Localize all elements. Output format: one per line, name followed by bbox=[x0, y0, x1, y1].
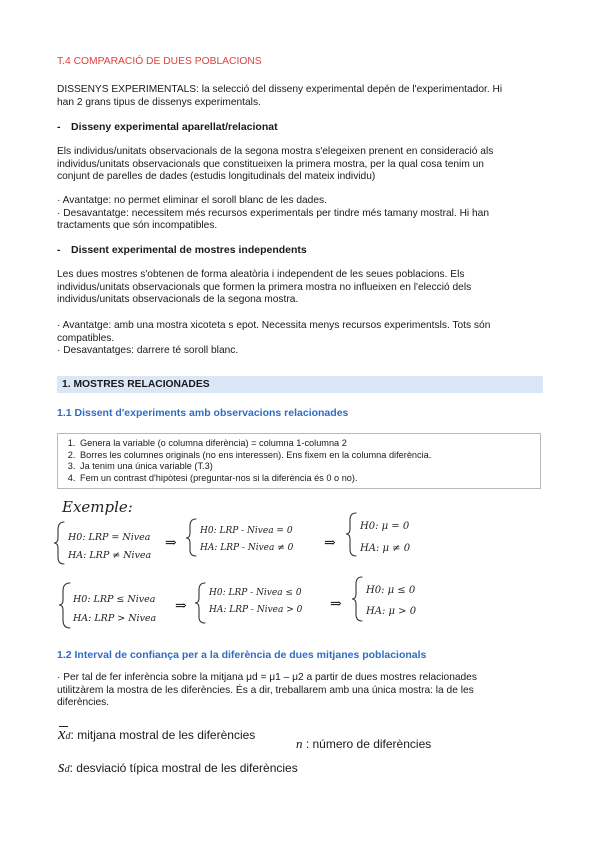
subsection-1-2-heading: 1.2 Interval de confiança per a la diferència de dues mitjanes poblacionals bbox=[57, 649, 427, 661]
hypothesis-text: HA: μ > 0 bbox=[366, 606, 417, 617]
text-line: diferències. bbox=[57, 697, 110, 708]
def-number-differences bbox=[296, 737, 431, 751]
implies-arrow: ⇒ bbox=[175, 598, 187, 614]
text-line: · Desavantatges: darrere té soroll blanc. bbox=[57, 345, 239, 356]
hypothesis-text: HA: LRP - Nivea ≠ 0 bbox=[200, 543, 294, 553]
xd-symbol: x bbox=[58, 724, 66, 743]
def-mean-differences bbox=[58, 724, 256, 744]
brace-icon bbox=[186, 519, 196, 556]
n-description: : número de diferències bbox=[302, 737, 432, 751]
text-line: individus/unitats observacionals que constitueixen la primera mostra, per la qual cosa tenim un bbox=[57, 158, 484, 170]
text-line: · Desavantatge: necessitem més recursos experimentals per tindre més tamany mostral. Hi han bbox=[57, 207, 490, 219]
hypothesis-text: HA: LRP - Nivea > 0 bbox=[209, 605, 303, 615]
text-line: · Avantatge: amb una mostra xicoteta s epot. Necessita menys recursos experimentsls. Tots són bbox=[57, 320, 491, 331]
text-line: Les dues mostres s'obtenen de forma aleatòria i independent de les seues poblacions. Els bbox=[57, 269, 465, 280]
section-heading: 1. MOSTRES RELACIONADES bbox=[62, 379, 210, 390]
sd-subscript: d bbox=[64, 764, 70, 775]
example-label: Exemple: bbox=[62, 498, 133, 516]
hypothesis-text: HA: LRP ≠ Nivea bbox=[68, 550, 152, 561]
hypothesis-text: H0: μ = 0 bbox=[360, 521, 410, 532]
text-line: · Avantatge: no permet eliminar el soroll blanc de les dades. bbox=[57, 195, 327, 206]
list-item: 2. Borres les columnes originals (no ens interessen). Ens fixem en la columna diferència. bbox=[78, 450, 540, 462]
document-title: T.4 COMPARACIÓ DE DUES POBLACIONS bbox=[57, 56, 262, 67]
xd-subscript: d bbox=[65, 731, 71, 742]
intro-line: DISSENYS EXPERIMENTALS: la selecció del disseny experimental depén de l'experimentador. Hi bbox=[57, 84, 503, 95]
hypothesis-text: H0: LRP ≤ Nivea bbox=[73, 594, 156, 605]
inference-paragraph bbox=[57, 672, 547, 710]
text-line: Els individus/unitats observacionals de la segona mostra s'elegeixen prenent en consideració als bbox=[57, 146, 494, 157]
n-symbol: n bbox=[296, 736, 303, 751]
text-line: individus/unitats observacionals que formen la primera mostra no influeixen en l'elecció dels bbox=[57, 281, 472, 293]
text-line: compatibles. bbox=[57, 332, 115, 344]
sd-symbol: s bbox=[58, 757, 65, 776]
implies-arrow: ⇒ bbox=[165, 535, 177, 551]
hypothesis-text: H0: μ ≤ 0 bbox=[366, 585, 416, 596]
brace-icon bbox=[346, 513, 356, 556]
bullet-dash: - bbox=[57, 244, 61, 256]
design2-heading-text: Dissent experimental de mostres independents bbox=[71, 244, 307, 256]
text-line: conjunt de parelles de dades (estudis longitudinals del mateix individu) bbox=[57, 171, 376, 182]
text-line: · Per tal de fer inferència sobre la mitjana μd = μ1 – μ2 a partir de dues mostres relacionades bbox=[57, 672, 477, 683]
bullet-dash: - bbox=[57, 121, 61, 133]
list-item: 1. Genera la variable (o columna diferència) = columna 1-columna 2 bbox=[78, 438, 540, 450]
hypothesis-text: H0: LRP = Nivea bbox=[68, 532, 151, 543]
brace-icon bbox=[352, 577, 362, 621]
xd-description: : mitjana mostral de les diferències bbox=[70, 728, 256, 742]
sd-description: : desviació típica mostral de les diferències bbox=[69, 761, 298, 775]
implies-arrow: ⇒ bbox=[330, 596, 342, 612]
brace-icon bbox=[195, 583, 205, 623]
design1-heading-text: Disseny experimental aparellat/relacionat bbox=[71, 121, 278, 133]
hypothesis-text: H0: LRP - Nivea = 0 bbox=[200, 526, 293, 536]
overline bbox=[59, 726, 68, 727]
list-item: 4. Fem un contrast d'hipòtesi (preguntar-nos si la diferència és 0 o no). bbox=[78, 473, 540, 485]
def-std-differences bbox=[58, 757, 298, 777]
hypothesis-text: H0: LRP - Nivea ≤ 0 bbox=[209, 588, 302, 598]
implies-arrow: ⇒ bbox=[324, 535, 336, 551]
list-item: 3. Ja tenim una única variable (T.3) bbox=[78, 461, 540, 473]
brace-icon bbox=[54, 522, 64, 564]
brace-icon bbox=[59, 583, 70, 628]
text-line: individus/unitats observacionals de la segona mostra. bbox=[57, 294, 299, 305]
text-line: tractaments que són incompatibles. bbox=[57, 220, 218, 231]
subsection-1-1-heading: 1.1 Dissent d'experiments amb observacions relacionades bbox=[57, 407, 349, 419]
hypothesis-text: HA: μ ≠ 0 bbox=[360, 543, 411, 554]
intro-line: han 2 grans tipus de dissenys experimentals. bbox=[57, 96, 261, 108]
hypothesis-text: HA: LRP > Nivea bbox=[73, 613, 157, 624]
text-line: utilitzàrem la mostra de les diferències. És a dir, treballarem amb una única mostra: la de les bbox=[57, 684, 474, 696]
